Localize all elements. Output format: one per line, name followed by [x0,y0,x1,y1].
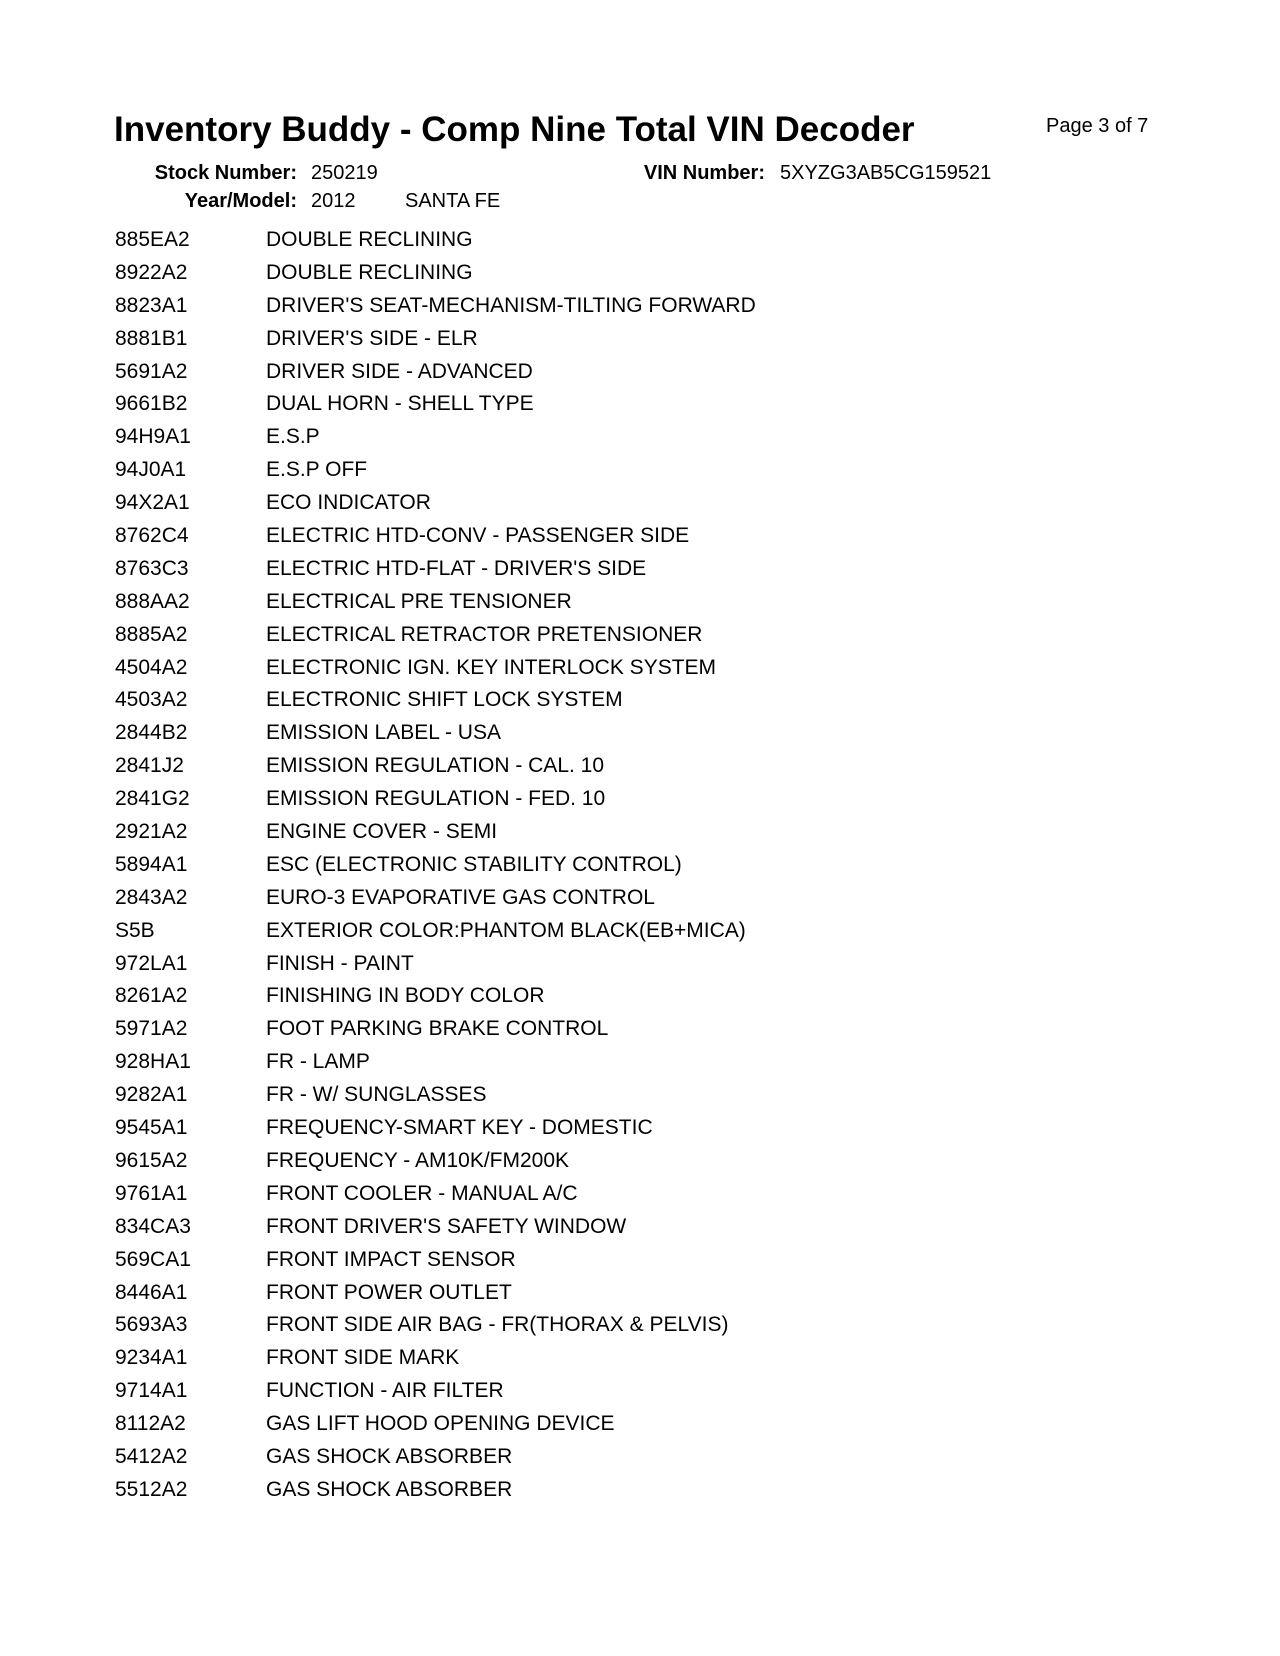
option-description: ELECTRONIC IGN. KEY INTERLOCK SYSTEM [266,655,717,679]
list-item [115,261,1015,294]
list-item [115,952,1015,985]
option-description: FRONT POWER OUTLET [266,1280,512,1304]
list-item [115,557,1015,590]
list-item [115,853,1015,886]
option-code: 5412A2 [115,1444,188,1468]
list-item [115,360,1015,393]
list-item [115,1445,1015,1478]
option-description: FR - LAMP [266,1050,370,1074]
list-item [115,1281,1015,1314]
option-description: FRONT COOLER - MANUAL A/C [266,1181,578,1205]
option-code: 94J0A1 [115,458,187,482]
list-item [115,820,1015,853]
option-code: 9661B2 [115,392,188,416]
list-item [115,491,1015,524]
option-description: DUAL HORN - SHELL TYPE [266,392,534,416]
list-item [115,623,1015,656]
list-item [115,1116,1015,1149]
list-item [115,919,1015,952]
option-description: EXTERIOR COLOR:PHANTOM BLACK(EB+MICA) [266,918,746,942]
option-code: 2843A2 [115,885,188,909]
page-title: Inventory Buddy - Comp Nine Total VIN Decoder [114,110,915,149]
list-item [115,984,1015,1017]
list-item [115,688,1015,721]
option-code: 8823A1 [115,293,188,317]
option-code: 2844B2 [115,721,188,745]
option-code: 888AA2 [115,589,190,613]
option-code: 2841J2 [115,754,184,778]
list-item [115,1248,1015,1281]
option-description: FRONT IMPACT SENSOR [266,1247,516,1271]
list-item [115,886,1015,919]
option-code: 94H9A1 [115,425,191,449]
stock-number-value: 250219 [311,162,378,184]
option-code: 4504A2 [115,655,188,679]
option-code-list [115,228,1015,1511]
list-item [115,590,1015,623]
option-description: ELECTRIC HTD-CONV - PASSENGER SIDE [266,524,690,548]
option-code: 8261A2 [115,984,188,1008]
option-description: ELECTRICAL RETRACTOR PRETENSIONER [266,622,703,646]
list-item [115,392,1015,425]
list-item [115,228,1015,261]
year-model-label: Year/Model: [184,190,297,212]
option-description: FUNCTION - AIR FILTER [266,1379,504,1403]
option-code: 9615A2 [115,1148,188,1172]
model-value: SANTA FE [405,190,501,212]
option-code: 569CA1 [115,1247,191,1271]
option-code: 834CA3 [115,1214,191,1238]
option-description: ECO INDICATOR [266,491,431,515]
option-description: DOUBLE RECLINING [266,260,473,284]
list-item [115,1017,1015,1050]
option-description: ELECTRIC HTD-FLAT - DRIVER'S SIDE [266,556,647,580]
option-code: 9761A1 [115,1181,188,1205]
option-code: S5B [115,918,155,942]
option-code: 4503A2 [115,688,188,712]
option-description: DOUBLE RECLINING [266,228,473,251]
option-code: 885EA2 [115,228,190,251]
option-code: 5693A3 [115,1313,188,1337]
list-item [115,1215,1015,1248]
list-item [115,327,1015,360]
option-code: 8922A2 [115,260,188,284]
option-code: 5971A2 [115,1017,188,1041]
list-item [115,1346,1015,1379]
option-description: GAS LIFT HOOD OPENING DEVICE [266,1412,615,1436]
option-description: ELECTRONIC SHIFT LOCK SYSTEM [266,688,623,712]
option-code: 9234A1 [115,1346,188,1370]
list-item [115,656,1015,689]
option-code: 9545A1 [115,1116,188,1140]
option-description: FREQUENCY - AM10K/FM200K [266,1148,570,1172]
option-description: DRIVER'S SEAT-MECHANISM-TILTING FORWARD [266,293,756,317]
option-code: 2841G2 [115,787,190,811]
option-code: 8885A2 [115,622,188,646]
option-description: EMISSION REGULATION - CAL. 10 [266,754,605,778]
option-description: FRONT SIDE AIR BAG - FR(THORAX & PELVIS) [266,1313,729,1337]
list-item [115,1478,1015,1511]
list-item [115,754,1015,787]
option-code: 8762C4 [115,524,189,548]
option-code: 9282A1 [115,1083,188,1107]
stock-number-label: Stock Number: [154,162,297,184]
option-code: 928HA1 [115,1050,191,1074]
option-description: FRONT SIDE MARK [266,1346,460,1370]
page-number: Page 3 of 7 [1046,115,1149,137]
option-description: FOOT PARKING BRAKE CONTROL [266,1017,609,1041]
option-description: FINISHING IN BODY COLOR [266,984,545,1008]
option-description: DRIVER'S SIDE - ELR [266,326,478,350]
option-code: 5894A1 [115,852,188,876]
option-code: 8763C3 [115,556,189,580]
option-description: DRIVER SIDE - ADVANCED [266,359,533,383]
option-code: 972LA1 [115,951,188,975]
option-code: 5512A2 [115,1477,188,1501]
option-code: 9714A1 [115,1379,188,1403]
list-item [115,721,1015,754]
list-item [115,1412,1015,1445]
option-description: ESC (ELECTRONIC STABILITY CONTROL) [266,852,682,876]
list-item [115,1083,1015,1116]
option-description: EMISSION REGULATION - FED. 10 [266,787,606,811]
option-description: ELECTRICAL PRE TENSIONER [266,589,572,613]
list-item [115,458,1015,491]
list-item [115,1050,1015,1083]
option-description: E.S.P OFF [266,458,368,482]
option-description: ENGINE COVER - SEMI [266,820,498,844]
list-item [115,1149,1015,1182]
vin-number-label: VIN Number: [643,162,765,184]
list-item [115,425,1015,458]
option-description: EMISSION LABEL - USA [266,721,501,745]
option-description: EURO-3 EVAPORATIVE GAS CONTROL [266,885,655,909]
list-item [115,1313,1015,1346]
option-code: 5691A2 [115,359,188,383]
list-item [115,524,1015,557]
option-code: 2921A2 [115,820,188,844]
vin-number-value: 5XYZG3AB5CG159521 [780,162,992,184]
option-code: 8446A1 [115,1280,188,1304]
option-description: FRONT DRIVER'S SAFETY WINDOW [266,1214,627,1238]
option-description: FREQUENCY-SMART KEY - DOMESTIC [266,1116,653,1140]
option-description: GAS SHOCK ABSORBER [266,1444,513,1468]
list-item [115,1182,1015,1215]
option-code: 94X2A1 [115,491,190,515]
year-value: 2012 [311,190,356,212]
list-item [115,294,1015,327]
option-description: E.S.P [266,425,320,449]
option-code: 8881B1 [115,326,188,350]
option-code: 8112A2 [115,1412,186,1436]
option-description: GAS SHOCK ABSORBER [266,1477,513,1501]
list-item [115,787,1015,820]
option-description: FR - W/ SUNGLASSES [266,1083,487,1107]
list-item [115,1379,1015,1412]
option-description: FINISH - PAINT [266,951,414,975]
